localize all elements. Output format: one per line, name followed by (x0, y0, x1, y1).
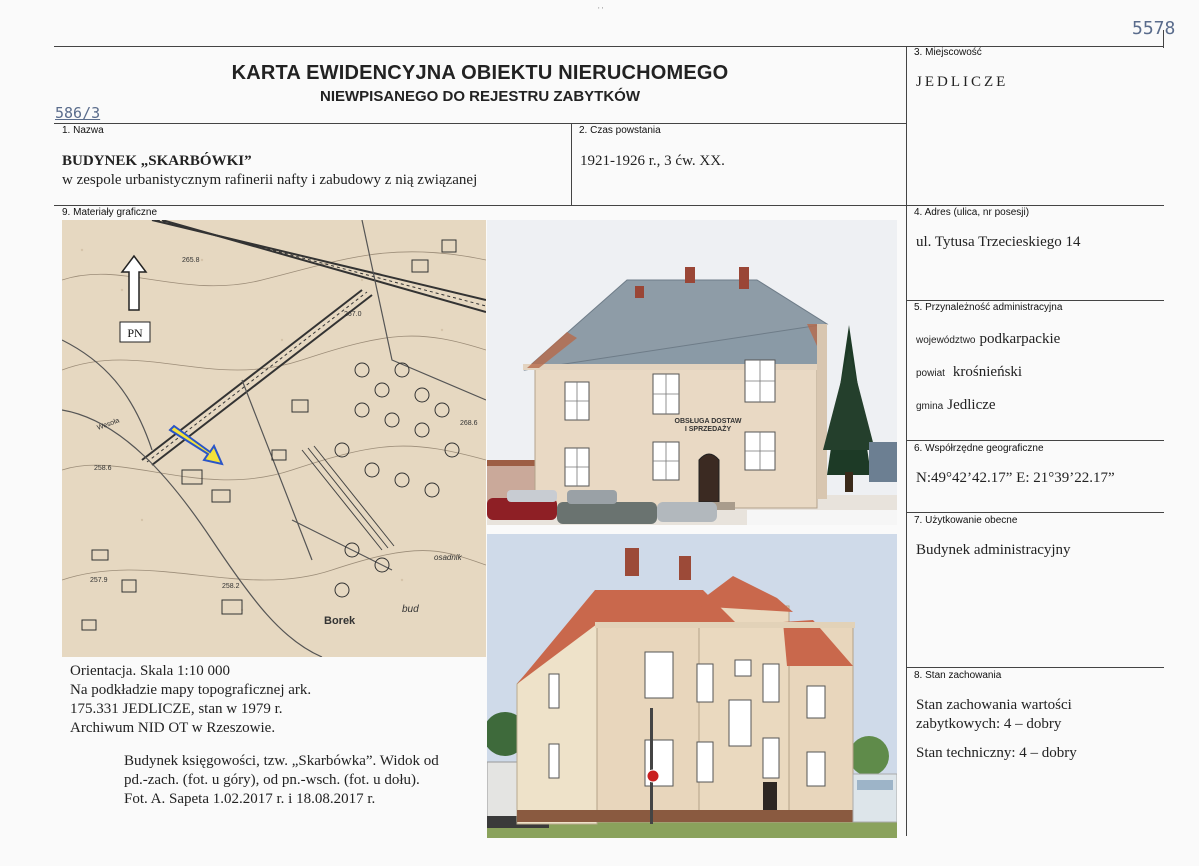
catalog-number-stamp: 586/3 (55, 104, 101, 122)
line-6 (906, 440, 1164, 441)
nazwa-title: BUDYNEK „SKARBÓWKI” (62, 153, 252, 169)
powiat-value: krośnieński (952, 364, 1023, 380)
gmina-prefix: gmina (916, 401, 944, 412)
powiat-prefix: powiat (916, 368, 945, 379)
stan-line3: Stan techniczny: 4 – dobry (916, 745, 1077, 761)
adres-value: ul. Tytusa Trzecieskiego 14 (916, 234, 1081, 250)
map-label-borek: Borek (324, 615, 356, 627)
photo-caption-line-2: pd.-zach. (fot. u góry), od pn.-wsch. (fot. u dołu). (124, 772, 420, 788)
page-number-stamp: 5578 (1132, 18, 1176, 39)
line-5 (906, 300, 1164, 301)
north-label: PN (127, 326, 143, 340)
photo-caption (124, 752, 439, 809)
map-elev-2: 267.0 (344, 311, 362, 318)
wojewodztwo-prefix: województwo (916, 335, 976, 346)
document-title: KARTA EWIDENCYJNA OBIEKTU NIERUCHOMEGO (231, 62, 729, 84)
miejscowosc-value: JEDLICZE (916, 74, 1009, 90)
map-label-wesola: Wesoła (96, 417, 121, 432)
photo-building-northeast (487, 534, 897, 838)
photo-caption-line-1: Budynek księgowości, tzw. „Skarbówka”. Widok od (124, 753, 439, 769)
photo-building-southwest (487, 220, 897, 525)
adres-label: 4. Adres (ulica, nr posesji) (914, 207, 1030, 218)
scan-mark: ' ' (598, 6, 604, 15)
nazwa-description: w zespole urbanistycznym rafinerii nafty i zabudowy z nią związanej (62, 172, 478, 188)
nazwa-label: 1. Nazwa (62, 125, 104, 136)
miejscowosc-label: 3. Miejscowość (914, 47, 982, 58)
name-time-divider (571, 123, 572, 205)
map-elev-4: 258.6 (94, 465, 112, 472)
frame-top-line (54, 46, 1164, 47)
stan-line1: Stan zachowania wartości (916, 697, 1072, 713)
map-elev-6: 257.9 (90, 577, 108, 584)
topographic-map (62, 220, 486, 657)
wspolrzedne-value: N:49°42’42.17” E: 21°39’22.17” (916, 470, 1115, 486)
stan-line2: zabytkowych: 4 – dobry (916, 716, 1062, 732)
map-caption-line-2: Na podkładzie mapy topograficznej ark. (70, 682, 312, 698)
map-elev-5: 258.2 (222, 583, 240, 590)
map-caption-line-4: Archiwum NID OT w Rzeszowie. (70, 720, 276, 736)
wspolrzedne-label: 6. Współrzędne geograficzne (914, 443, 1044, 454)
gmina-row (916, 396, 996, 414)
map-label-osadnik: osadnik (434, 553, 462, 562)
line-7 (906, 512, 1164, 513)
wojewodztwo-value: podkarpackie (979, 331, 1061, 347)
czas-value: 1921-1926 r., 3 ćw. XX. (580, 153, 725, 169)
row1-bottom-line (54, 205, 1164, 206)
building-sign-line2: I SPRZEDAŻY (684, 426, 732, 433)
gmina-value: Jedlicze (947, 397, 996, 413)
uzytkowanie-label: 7. Użytkowanie obecne (914, 515, 1018, 526)
photo-caption-line-3: Fot. A. Sapeta 1.02.2017 r. i 18.08.2017 r. (124, 791, 376, 807)
building-sign-line1: OBSŁUGA DOSTAW (674, 418, 742, 425)
map-caption-line-1: Orientacja. Skala 1:10 000 (70, 663, 230, 679)
right-column-divider (906, 46, 907, 836)
powiat-row (916, 363, 1022, 381)
wojewodztwo-row (916, 330, 1060, 348)
przynaleznosc-label: 5. Przynależność administracyjna (914, 302, 1063, 313)
czas-label: 2. Czas powstania (579, 125, 661, 136)
stan-label: 8. Stan zachowania (914, 670, 1002, 681)
map-label-bud: bud (402, 604, 419, 615)
document-subtitle: NIEWPISANEGO DO REJESTRU ZABYTKÓW (319, 88, 641, 105)
map-elev-1: 265.8 (182, 257, 200, 264)
header-bottom-line (54, 123, 906, 124)
materialy-label: 9. Materiały graficzne (62, 207, 158, 218)
uzytkowanie-value: Budynek administracyjny (916, 542, 1071, 558)
map-caption-line-3: 175.331 JEDLICZE, stan w 1979 r. (70, 701, 283, 717)
map-caption (70, 662, 311, 738)
line-8 (906, 667, 1164, 668)
map-elev-3: 268.6 (460, 420, 478, 427)
